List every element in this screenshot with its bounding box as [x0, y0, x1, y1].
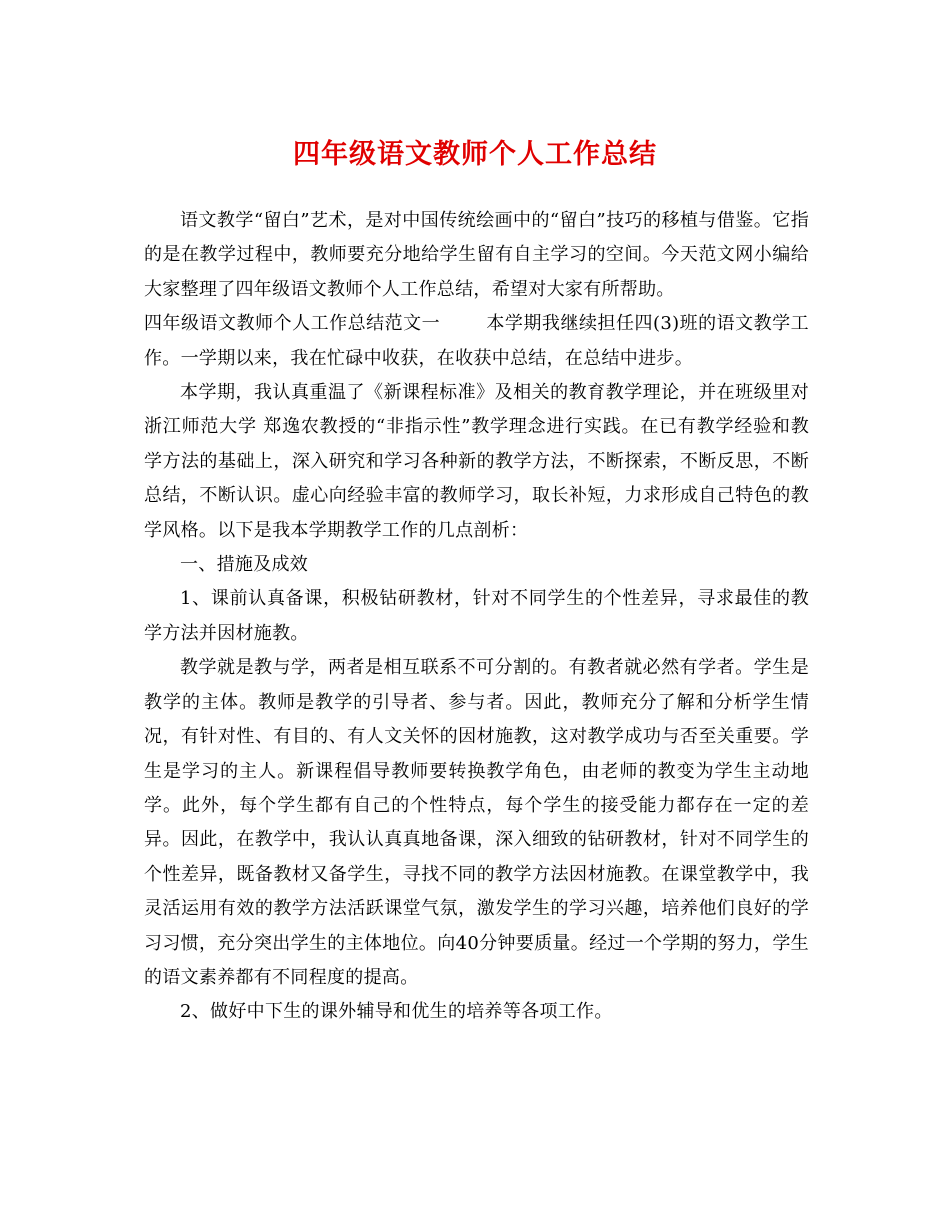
intro-paragraph: 语文教学“留白”艺术，是对中国传统绘画中的“留白”技巧的移植与借鉴。它指的是在教学过程中，教师要充分地给学生留有自主学习的空间。今天范文网小编给大家整理了四年级语文教师个人工作总结，希望对大家有所帮助。	[144, 210, 809, 300]
sample-start-text: 本学期我继续担任四(3)班的语文教学工作。一学期以来，我在忙碌中收获，在收获中总结，在总结中进步。	[144, 313, 809, 369]
section-one-heading: 一、措施及成效	[180, 554, 309, 576]
sample-heading: 四年级语文教师个人工作总结范文一	[144, 313, 441, 335]
document-title: 四年级语文教师个人工作总结	[293, 139, 657, 170]
sample-paragraph	[144, 307, 809, 376]
teaching-paragraph: 教学就是教与学，两者是相互联系不可分割的。有教者就必然有学者。学生是教学的主体。教师是教学的引导者、参与者。因此，教师充分了解和分析学生情况，有针对性、有目的、有人文关怀的因材施教，这对教学成功与否至关重要。学生是学习的主人。新课程倡导教师要转换教学角色，由老师的教变为学生主动地学。此外，每个学生都有自己的个性特点，每个学生的接受能力都存在一定的差异。因此，在教学中，我认认真真地备课，深入细致的钻研教材，针对不同学生的个性差异，既备教材又备学生，寻找不同的教学方法因材施教。在课堂教学中，我灵活运用有效的教学方法活跃课堂气氛，激发学生的学习兴趣，培养他们良好的学习习惯，充分突出学生的主体地位。向40分钟要质量。经过一个学期的努力，学生的语文素养都有不同程度的提高。	[144, 657, 809, 988]
study-paragraph: 本学期，我认真重温了《新课程标准》及相关的教育教学理论，并在班级里对浙江师范大学 郑逸农教授的“非指示性”教学理念进行实践。在已有教学经验和教学方法的基础上，深入研究和学习各种新的教学方法，不断探索，不断反思，不断总结，不断认识。虚心向经验丰富的教师学习，取长补短，力求形成自己特色的教学风格。以下是我本学期教学工作的几点剖析：	[144, 382, 809, 541]
item-one-paragraph: 1、课前认真备课，积极钻研教材，针对不同学生的个性差异，寻求最佳的教学方法并因材施教。	[144, 588, 809, 644]
document-body	[144, 204, 809, 1030]
item-two-paragraph: 2、做好中下生的课外辅导和优生的培养等各项工作。	[180, 1001, 613, 1023]
